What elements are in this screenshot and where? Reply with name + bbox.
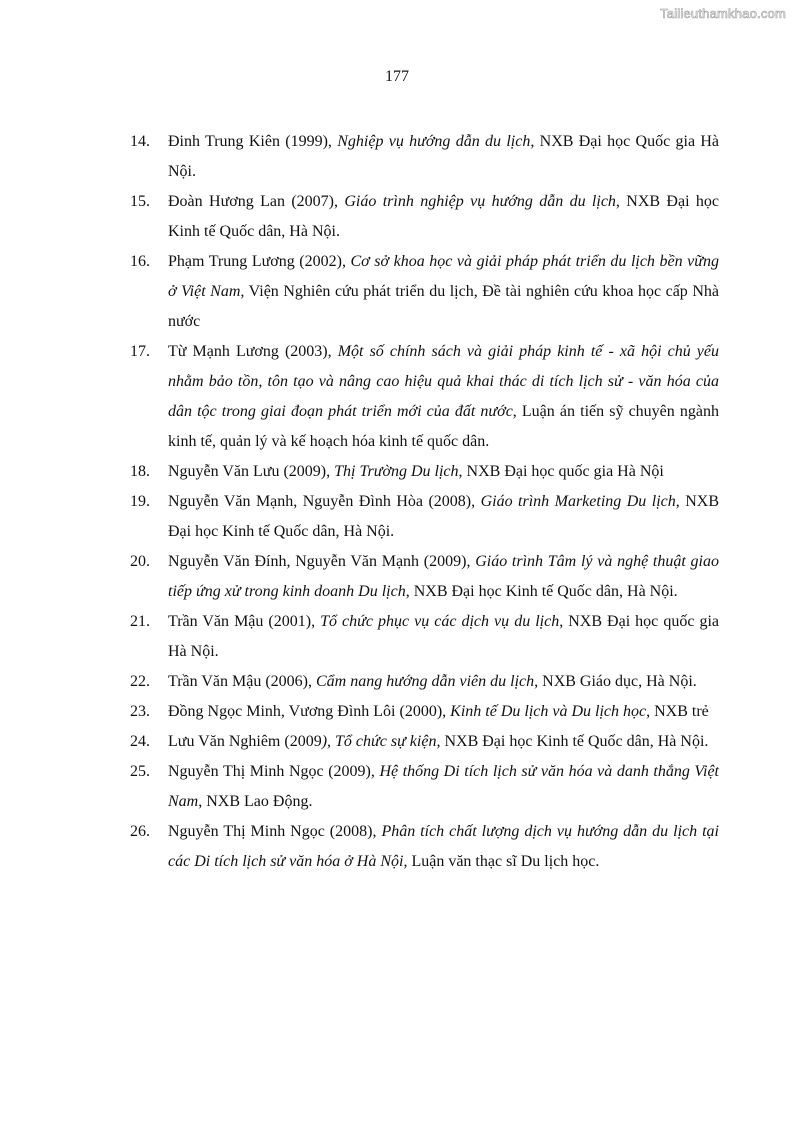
reference-number: 16.	[130, 253, 150, 270]
reference-segment: Đồng Ngọc Minh, Vương Đình Lôi (2000),	[168, 703, 451, 720]
reference-number: 19.	[130, 493, 150, 510]
reference-title: Phân tích chất lượng dịch vụ hướng dẫn du lịch tại các Di tích lịch sử văn hóa ở Hà Nội	[168, 823, 719, 870]
reference-segment: Nguyễn Thị Minh Ngọc (2009),	[168, 763, 380, 780]
reference-segment: NXB Đại học Kinh tế Quốc dân, Hà Nội.	[440, 733, 709, 750]
reference-segment: , Luận án tiến sỹ chuyên ngành kinh tế, quản lý và kế hoạch hóa kinh tế quốc dân.	[168, 403, 719, 450]
reference-title: Một số chính sách và giải pháp kinh tế - xã hội chủ yếu nhằm bảo tồn, tôn tạo và nâng cao hiệu quả khai thác di tích lịch sử - văn hóa của dân tộc trong giai đoạn phát triển mới của đất nước	[168, 343, 720, 420]
reference-text	[168, 703, 709, 720]
reference-item	[130, 697, 719, 727]
reference-text	[168, 193, 719, 240]
reference-title: Giáo trình nghiệp vụ hướng dẫn du lịch	[344, 193, 616, 210]
reference-title: ), Tổ chức sự kiện,	[321, 733, 441, 750]
reference-text	[168, 463, 664, 480]
reference-segment: Phạm Trung Lương (2002),	[168, 253, 351, 270]
reference-item	[130, 607, 719, 667]
reference-segment: Viện Nghiên cứu phát triển du lịch, Đề tài nghiên cứu khoa học cấp Nhà nước	[168, 283, 719, 330]
reference-segment: , Luận văn thạc sĩ Du lịch học.	[403, 853, 600, 870]
reference-segment: , NXB Đại học quốc gia Hà Nội.	[168, 613, 719, 660]
reference-segment: Nguyễn Văn Mạnh, Nguyễn Đình Hòa (2008),	[168, 493, 481, 510]
reference-number: 26.	[130, 823, 150, 840]
reference-item	[130, 187, 719, 247]
reference-number: 14.	[130, 133, 150, 150]
reference-item	[130, 727, 719, 757]
reference-number: 21.	[130, 613, 150, 630]
reference-segment: Đinh Trung Kiên (1999),	[168, 133, 338, 150]
reference-title: Kinh tế Du lịch và Du lịch học	[450, 703, 647, 720]
reference-segment: Trần Văn Mậu (2001),	[168, 613, 321, 630]
reference-title: Cẩm nang hướng dẫn viên du lịch,	[316, 673, 539, 690]
reference-number: 23.	[130, 703, 150, 720]
watermark: Tailieuthamkhao.com	[660, 6, 786, 21]
reference-title: Hệ thống Di tích lịch sử văn hóa và danh thắng Việt Nam	[168, 763, 719, 810]
page-number: 177	[385, 68, 409, 85]
reference-number: 24.	[130, 733, 150, 750]
reference-number: 17.	[130, 343, 150, 360]
reference-title: Giáo trình Tâm lý và nghệ thuật giao tiếp ứng xử trong kinh doanh Du lịch	[168, 553, 720, 600]
reference-number: 20.	[130, 553, 150, 570]
reference-text	[168, 553, 719, 600]
reference-text	[168, 733, 708, 750]
reference-segment: , NXB trẻ	[646, 703, 709, 720]
reference-title: Tổ chức phục vụ các dịch vụ du lịch	[320, 613, 560, 630]
reference-text	[168, 133, 719, 180]
reference-segment: Nguyễn Thị Minh Ngọc (2008),	[168, 823, 382, 840]
reference-item	[130, 487, 719, 547]
reference-segment: , NXB Đại học Quốc gia Hà Nội.	[168, 133, 720, 180]
reference-segment: Từ Mạnh Lương (2003),	[168, 343, 338, 360]
reference-segment: , NXB Đại học Kinh tế Quốc dân, Hà Nội.	[168, 193, 720, 240]
reference-item	[130, 457, 719, 487]
reference-text	[168, 343, 719, 450]
reference-text	[168, 763, 719, 810]
reference-number: 15.	[130, 193, 150, 210]
reference-item	[130, 757, 719, 817]
reference-title: Nghiệp vụ hướng dẫn du lịch	[337, 133, 531, 150]
reference-segment: NXB Giáo dục, Hà Nội.	[538, 673, 697, 690]
reference-item	[130, 337, 719, 457]
reference-text	[168, 493, 719, 540]
reference-segment: Nguyễn Văn Đính, Nguyễn Văn Mạnh (2009),	[168, 553, 476, 570]
reference-item	[130, 247, 719, 337]
reference-segment: , NXB Đại học Kinh tế Quốc dân, Hà Nội.	[168, 493, 719, 540]
reference-number: 25.	[130, 763, 150, 780]
reference-segment: Trần Văn Mậu (2006),	[168, 673, 316, 690]
reference-title: Thị Trường Du lịch	[334, 463, 459, 480]
reference-number: 22.	[130, 673, 150, 690]
reference-text	[168, 253, 719, 330]
reference-item	[130, 127, 719, 187]
reference-text	[168, 613, 719, 660]
reference-text	[168, 823, 719, 870]
reference-item	[130, 547, 719, 607]
reference-segment: Đoàn Hương Lan (2007),	[168, 193, 345, 210]
reference-number: 18.	[130, 463, 150, 480]
reference-segment: , NXB Đại học Kinh tế Quốc dân, Hà Nội.	[405, 583, 678, 600]
reference-list	[130, 127, 719, 877]
reference-segment: Nguyễn Văn Lưu (2009),	[168, 463, 335, 480]
reference-segment: , NXB Đại học quốc gia Hà Nội	[458, 463, 664, 480]
reference-segment: Lưu Văn Nghiêm (2009	[168, 733, 322, 750]
reference-item	[130, 667, 719, 697]
reference-title: Cơ sở khoa học và giải pháp phát triển du lịch bền vững ở Việt Nam,	[168, 253, 719, 300]
reference-segment: , NXB Lao Động.	[198, 793, 313, 810]
reference-item	[130, 817, 719, 877]
reference-title: Giáo trình Marketing Du lịch	[480, 493, 676, 510]
reference-text	[168, 673, 697, 690]
